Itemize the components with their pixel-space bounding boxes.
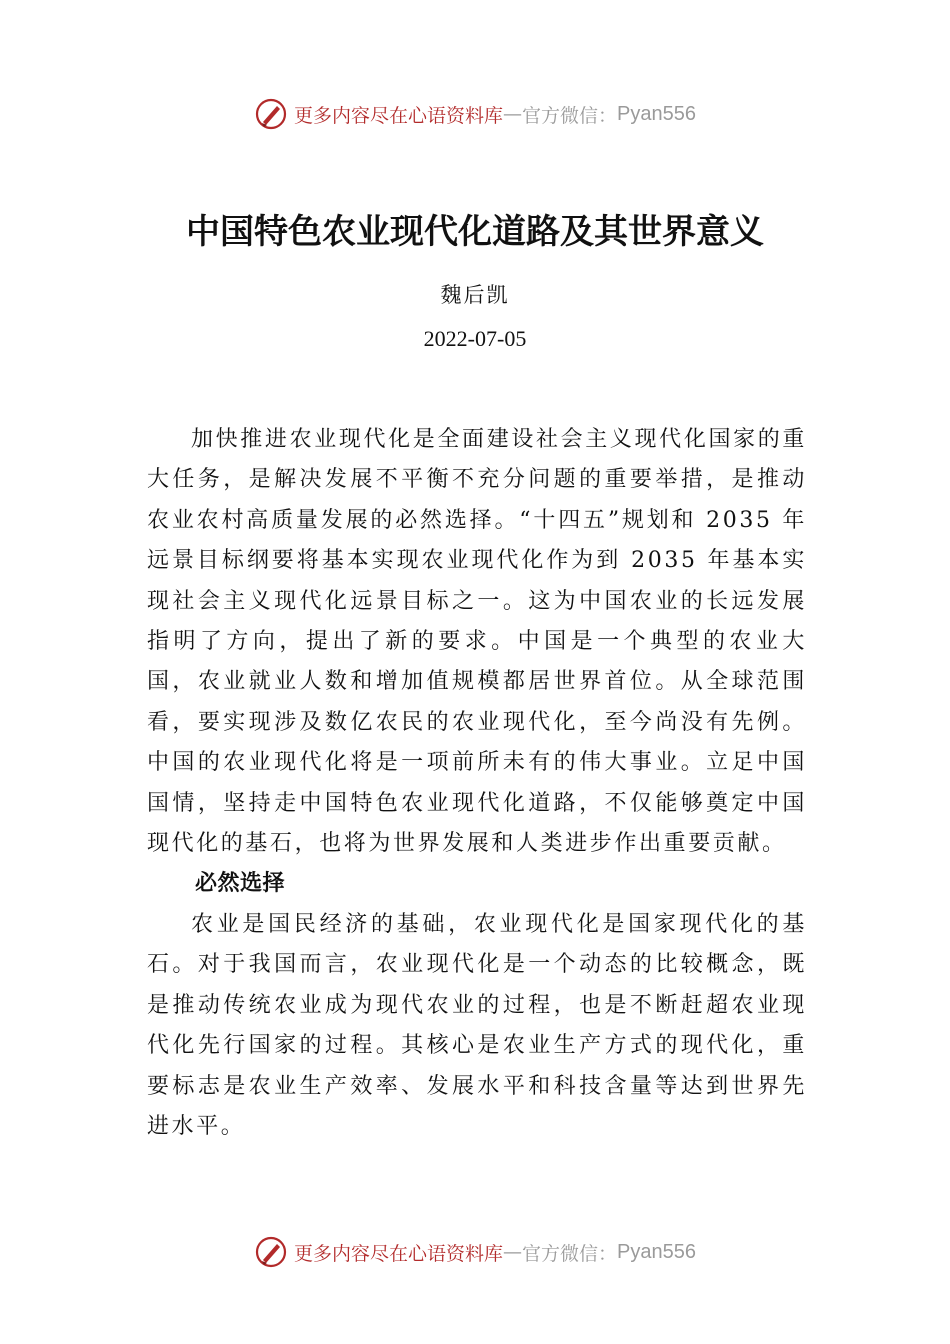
article-author: 魏后凯 [440,283,510,307]
watermark-wechat-label: 官方微信： [522,104,618,127]
footer-watermark [0,1232,950,1272]
article-date: 2022-07-05 [423,326,527,351]
section-heading: 必然选择 [195,871,286,897]
footer-watermark-wechat-id: Pyan556 [617,1240,696,1263]
watermark-wechat-wrap [617,103,696,126]
header-watermark [0,94,950,134]
section-paragraph: 农业是国民经济的基础，农业现代化是国家现代化的基石。对于我国而言，农业现代化是一个动态的比较概念，既是推动传统农业成为现代农业的过程，也是不断赶超农业现代化先行国家的过程。其核心是农业生产方式的现代化，重要标志是农业生产效率、发展水平和科技含量等达到世界先进水平。 [147,911,807,1139]
footer-watermark-wechat-wrap [617,1241,696,1264]
pen-seal-icon [254,97,288,131]
footer-watermark-separator: — [503,1241,523,1263]
pen-seal-icon [254,1235,288,1269]
footer-watermark-brand: 更多内容尽在心语资料库 [294,1242,504,1265]
watermark-separator: — [503,103,523,125]
intro-paragraph: 加快推进农业现代化是全面建设社会主义现代化国家的重大任务，是解决发展不平衡不充分问题的重要举措，是推动农业农村高质量发展的必然选择。“十四五”规划和 2035 年远景目标纲要将基本实现农业现代化作为到 2035 年基本实现社会主义现代化远景目标之一。这为中国农业的长远发展指明了方向，提出了新的要求。中国是一个典型的农业大国，农业就业人数和增加值规模都居世界首位。从全球范围看，要实现涉及数亿农民的农业现代化，至今尚没有先例。 中国的农业现代化将是一项前所未有的伟大事业。立足中国国情，坚持走中国特色农业现代化道路，不仅能够奠定中国现代化的基石，也将为世界发展和人类进步作出重要贡献。 [147,427,807,857]
watermark-wechat-id: Pyan556 [617,102,696,125]
article-body [147,420,807,1147]
article-title: 中国特色农业现代化道路及其世界意义 [186,212,764,252]
watermark-brand: 更多内容尽在心语资料库 [294,104,504,127]
footer-watermark-wechat-label: 官方微信： [522,1242,618,1265]
